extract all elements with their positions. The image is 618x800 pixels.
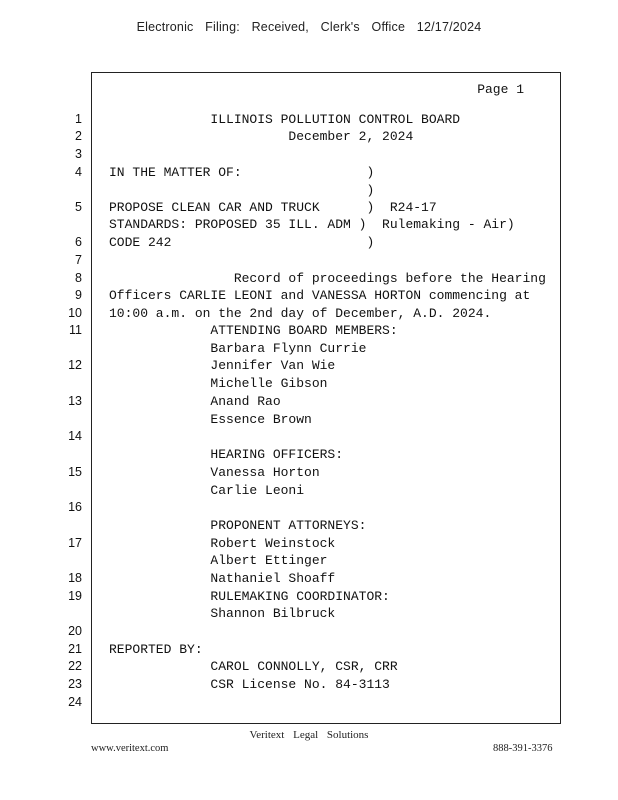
line-text: Barbara Flynn Currie	[109, 341, 367, 356]
line-text: Nathaniel Shoaff	[109, 571, 336, 586]
line-number: 9	[75, 288, 82, 302]
line-text: CSR License No. 84-3113	[109, 677, 390, 692]
line-text: RULEMAKING COORDINATOR:	[109, 589, 390, 604]
line-text: Robert Weinstock	[109, 536, 336, 551]
line-number: 5	[75, 200, 82, 214]
line-number: 20	[68, 624, 82, 638]
footer-website: www.veritext.com	[91, 743, 169, 754]
line-number: 8	[75, 271, 82, 285]
line-number: 11	[69, 323, 82, 337]
line-text: REPORTED BY:	[109, 642, 203, 657]
line-text: Michelle Gibson	[109, 376, 328, 391]
footer-phone: 888-391-3376	[493, 743, 553, 754]
line-text: Vanessa Horton	[109, 465, 320, 480]
line-text: Anand Rao	[109, 394, 281, 409]
line-number: 17	[68, 536, 82, 550]
line-text: Essence Brown	[109, 412, 312, 427]
line-text: IN THE MATTER OF: )	[109, 165, 375, 180]
line-text: ATTENDING BOARD MEMBERS:	[109, 323, 398, 338]
line-text: PROPONENT ATTORNEYS:	[109, 518, 367, 533]
line-text: Carlie Leoni	[109, 483, 305, 498]
line-number: 1	[75, 112, 82, 126]
line-number: 23	[68, 677, 82, 691]
line-number: 7	[75, 253, 82, 267]
line-text: CAROL CONNOLLY, CSR, CRR	[109, 659, 398, 674]
line-text: ILLINOIS POLLUTION CONTROL BOARD	[109, 112, 461, 127]
line-number: 2	[75, 129, 82, 143]
page-number: Page 1	[477, 82, 524, 97]
line-number: 6	[75, 235, 82, 249]
line-number: 4	[75, 165, 82, 179]
line-number: 22	[68, 659, 82, 673]
line-text: HEARING OFFICERS:	[109, 447, 344, 462]
line-number: 10	[68, 306, 82, 320]
line-text: Officers CARLIE LEONI and VANESSA HORTON commencing at	[109, 288, 531, 303]
line-number: 12	[68, 358, 82, 372]
line-text: Jennifer Van Wie	[109, 358, 336, 373]
line-number: 24	[68, 695, 82, 709]
line-number: 16	[68, 500, 82, 514]
line-text: PROPOSE CLEAN CAR AND TRUCK ) R24-17	[109, 200, 437, 215]
footer-company: Veritext Legal Solutions	[249, 729, 369, 741]
line-text: Shannon Bilbruck	[109, 606, 336, 621]
line-text: December 2, 2024	[109, 129, 414, 144]
line-text: CODE 242 )	[109, 235, 375, 250]
line-number: 3	[75, 147, 82, 161]
filing-stamp: Electronic Filing: Received, Clerk's Office 12/17/2024	[136, 20, 482, 34]
line-number: 14	[68, 429, 82, 443]
line-number: 21	[68, 642, 82, 656]
line-text: Albert Ettinger	[109, 553, 328, 568]
line-text: 10:00 a.m. on the 2nd day of December, A.D. 2024.	[109, 306, 492, 321]
line-number: 13	[68, 394, 82, 408]
line-text: STANDARDS: PROPOSED 35 ILL. ADM ) Rulemaking - Air)	[109, 217, 515, 232]
line-number: 18	[68, 571, 82, 585]
line-text: Record of proceedings before the Hearing	[109, 271, 546, 286]
line-text: )	[109, 183, 375, 198]
line-number: 19	[68, 589, 82, 603]
line-number: 15	[68, 465, 82, 479]
